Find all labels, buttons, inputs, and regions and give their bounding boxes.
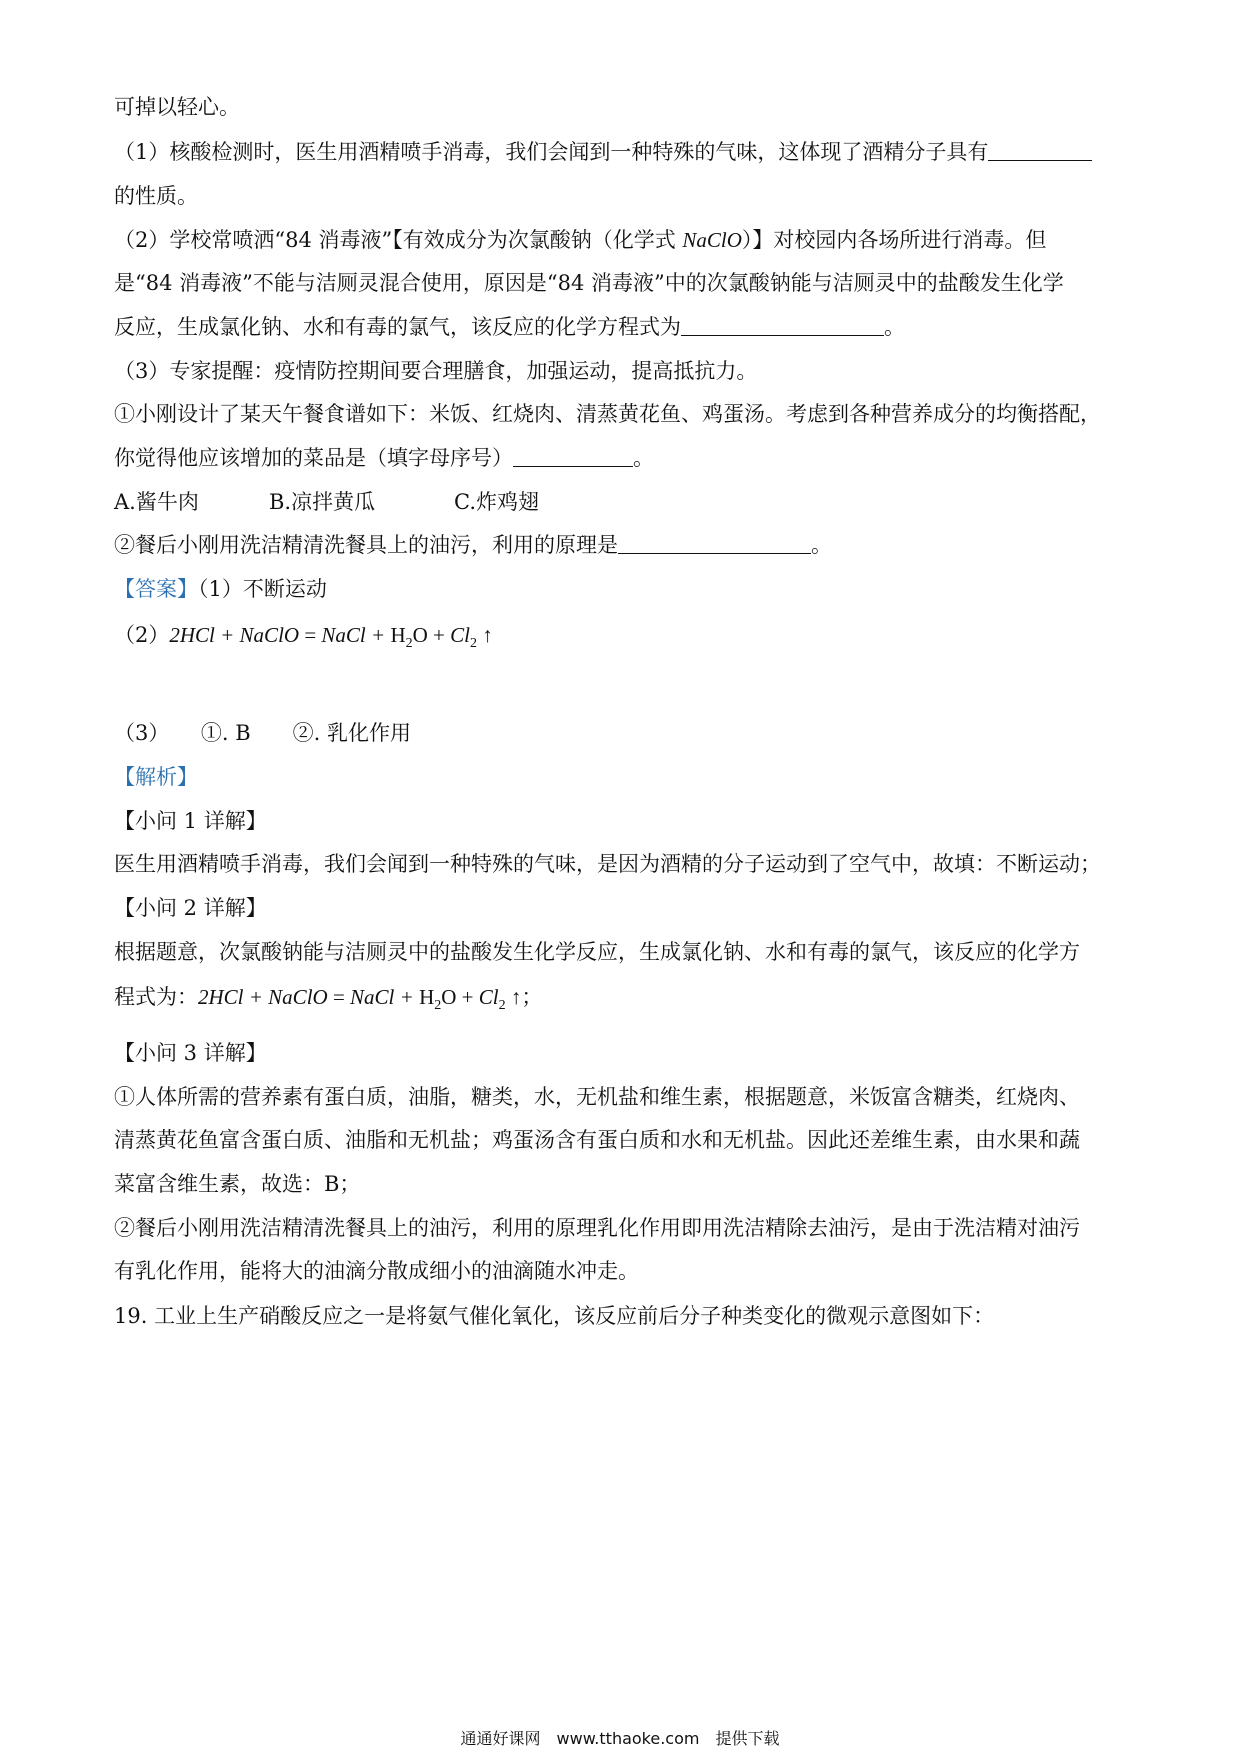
text-line: 你觉得他应该增加的菜品是（填字母序号） 。	[114, 446, 654, 470]
question-part-2: （2）学校常喷洒“84 消毒液”【有效成分为次氯酸钠（化学式 NaClO）】对校园内各场所进行消毒。但	[114, 228, 1047, 252]
text-line: ②餐后小刚用洗洁精清洗餐具上的油污，利用的原理是 。	[114, 533, 832, 557]
subquestion-heading: 【小问 3 详解】	[114, 1041, 267, 1065]
text-line: ①人体所需的营养素有蛋白质，油脂，糖类，水，无机盐和维生素，根据题意，米饭富含糖类，红烧肉、	[114, 1085, 1080, 1109]
option-b: B.凉拌黄瓜	[269, 490, 376, 514]
analysis-tag-line	[114, 762, 1134, 792]
text-line: 反应，生成氯化钠、水和有毒的氯气，该反应的化学方程式为 。	[114, 315, 905, 339]
answer-line-3: （3） ①. B ②. 乳化作用	[114, 721, 411, 745]
question-part-1: （1）核酸检测时，医生用酒精喷手消毒，我们会闻到一种特殊的气味，这体现了酒精分子具有	[114, 137, 1134, 167]
option-c: C.炸鸡翅	[454, 490, 539, 514]
text-line: ②餐后小刚用洗洁精清洗餐具上的油污，利用的原理乳化作用即用洗洁精除去油污，是由于洗洁精对油污	[114, 1216, 1080, 1240]
text-line: 的性质。	[114, 184, 198, 208]
answer-blank	[681, 313, 884, 336]
text-line: 可掉以轻心。	[114, 95, 240, 119]
chemical-equation: 2HCl + NaClO = NaCl + $H_2O + Cl_2$ ↑	[169, 623, 493, 652]
text-line: 菜富含维生素，故选：B；	[114, 1172, 361, 1196]
text-line: 有乳化作用，能将大的油滴分散成细小的油滴随水冲走。	[114, 1259, 639, 1283]
text-line: 医生用酒精喷手消毒，我们会闻到一种特殊的气味，是因为酒精的分子运动到了空气中，故填：不断运动；	[114, 852, 1101, 876]
text-line: 程式为：2HCl + NaClO = NaCl + $H_2O + Cl_2$ ↑；	[114, 985, 543, 1014]
analysis-tag: 【解析】	[114, 765, 198, 789]
subquestion-heading: 【小问 2 详解】	[114, 896, 267, 920]
answer-line-2: （2）2HCl + NaClO = NaCl + $H_2O + Cl_2$ ↑	[114, 623, 493, 652]
subquestion-heading: 【小问 1 详解】	[114, 809, 267, 833]
question-part-3: （3）专家提醒：疫情防控期间要合理膳食，加强运动，提高抵抗力。	[114, 359, 758, 383]
text-line: ①小刚设计了某天午餐食谱如下：米饭、红烧肉、清蒸黄花鱼、鸡蛋汤。考虑到各种营养成分的均衡搭配，	[114, 402, 1101, 426]
formula-naclo: NaClO	[682, 228, 742, 252]
question-19: 19. 工业上生产硝酸反应之一是将氨气催化氧化，该反应前后分子种类变化的微观示意图如下：	[114, 1304, 995, 1328]
page-footer: 通通好课网 www.tthaoke.com 提供下载	[460, 1729, 780, 1748]
answer-line-1: 【答案】（1）不断运动	[114, 577, 327, 601]
answer-blank	[988, 138, 1092, 161]
text-line: 清蒸黄花鱼富含蛋白质、油脂和无机盐；鸡蛋汤含有蛋白质和水和无机盐。因此还差维生素，由水果和蔬	[114, 1128, 1080, 1152]
answer-blank	[618, 531, 811, 554]
text-line: 根据题意，次氯酸钠能与洁厕灵中的盐酸发生化学反应，生成氯化钠、水和有毒的氯气，该反应的化学方	[114, 940, 1080, 964]
text-line: 是“84 消毒液”不能与洁厕灵混合使用，原因是“84 消毒液”中的次氯酸钠能与洁厕灵中的盐酸发生化学	[114, 271, 1064, 295]
options-row	[114, 487, 1134, 517]
chemical-equation: 2HCl + NaClO = NaCl + $H_2O + Cl_2$ ↑	[198, 985, 522, 1014]
option-a: A.酱牛肉	[114, 490, 199, 514]
answer-tag: 【答案】	[114, 577, 198, 601]
answer-blank	[513, 444, 633, 467]
